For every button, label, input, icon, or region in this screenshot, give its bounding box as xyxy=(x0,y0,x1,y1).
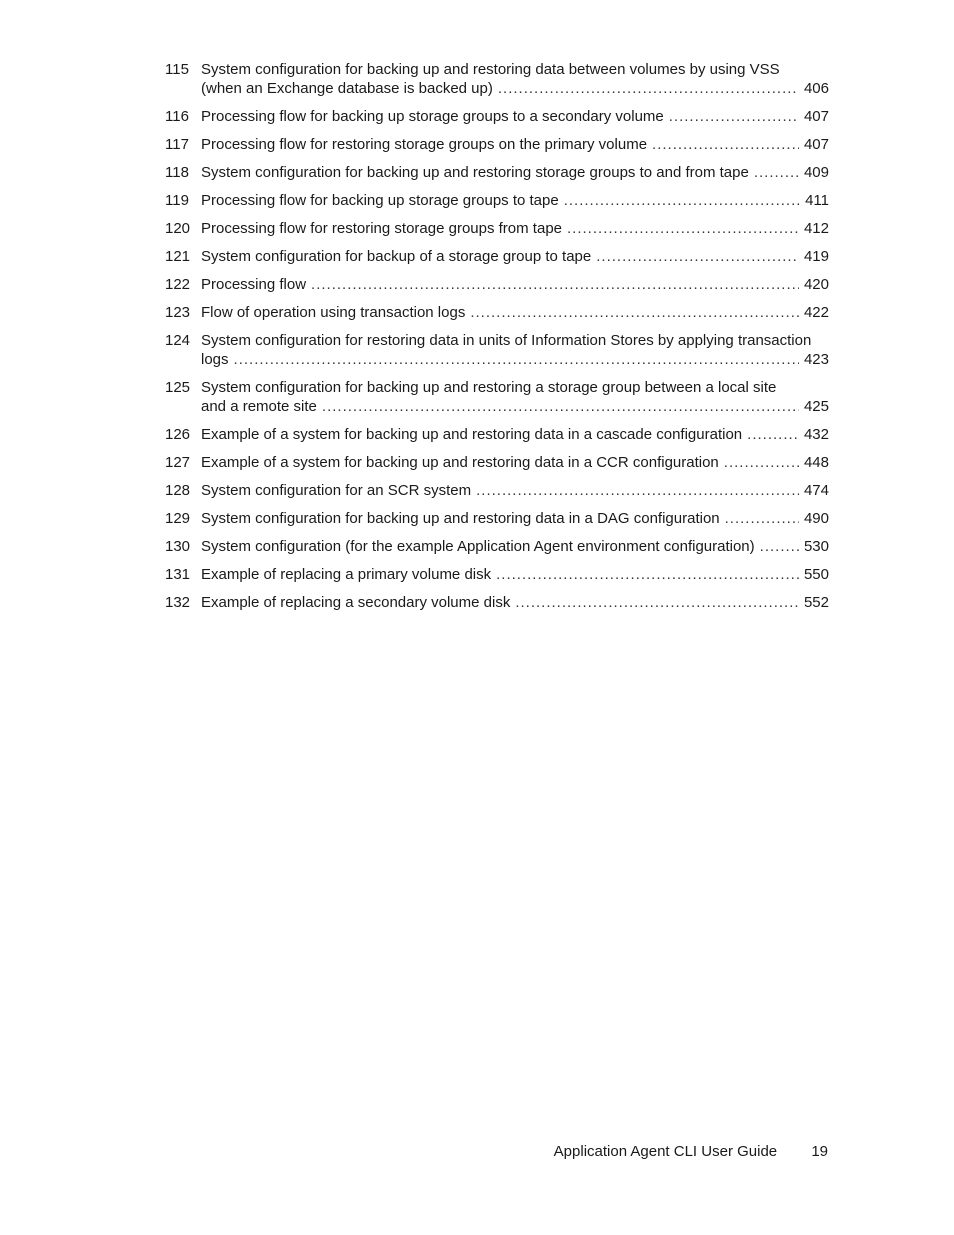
figure-page-number: 411 xyxy=(805,192,829,209)
toc-entry[interactable] xyxy=(165,303,829,322)
figure-page-number: 420 xyxy=(803,276,829,293)
dot-leader xyxy=(725,509,799,528)
dot-leader xyxy=(747,425,799,444)
figure-title: System configuration (for the example Application Agent environment configuration) xyxy=(201,538,755,555)
figure-title: Example of a system for backing up and restoring data in a cascade configuration xyxy=(201,426,743,443)
figure-page-number: 423 xyxy=(803,351,829,368)
toc-entry[interactable] xyxy=(165,107,829,126)
figure-number: 131 xyxy=(165,566,191,583)
figure-number: 115 xyxy=(165,61,189,78)
figure-number: 132 xyxy=(165,594,191,611)
figure-page-number: 552 xyxy=(803,594,829,611)
figure-title: Example of replacing a primary volume disk xyxy=(201,566,492,583)
list-of-figures xyxy=(165,60,829,621)
figure-number: 118 xyxy=(165,164,189,181)
figure-page-number: 409 xyxy=(803,164,829,181)
dot-leader xyxy=(476,481,799,500)
figure-page-number: 406 xyxy=(803,80,829,97)
dot-leader xyxy=(470,303,799,322)
figure-number: 129 xyxy=(165,510,191,527)
figure-page-number: 425 xyxy=(803,398,829,415)
toc-entry[interactable] xyxy=(165,163,829,182)
figure-page-number: 419 xyxy=(803,248,829,265)
figure-title: (when an Exchange database is backed up) xyxy=(201,80,493,97)
dot-leader xyxy=(760,537,799,556)
figure-page-number: 490 xyxy=(803,510,829,527)
figure-page-number: 448 xyxy=(803,454,829,471)
figure-title: Processing flow for backing up storage groups to tape xyxy=(201,192,559,209)
figure-title: Processing flow for backing up storage groups to a secondary volume xyxy=(201,108,664,125)
toc-entry[interactable] xyxy=(165,537,829,556)
figure-title: System configuration for backup of a storage group to tape xyxy=(201,248,592,265)
dot-leader xyxy=(652,135,799,154)
figure-title-first-line: System configuration for backing up and restoring a storage group between a local site xyxy=(201,379,777,396)
toc-entry[interactable] xyxy=(165,331,829,369)
guide-title: Application Agent CLI User Guide xyxy=(553,1143,778,1160)
figure-title: Processing flow for restoring storage groups from tape xyxy=(201,220,563,237)
figure-title: and a remote site xyxy=(201,398,317,415)
figure-page-number: 550 xyxy=(803,566,829,583)
figure-page-number: 530 xyxy=(803,538,829,555)
toc-entry[interactable] xyxy=(165,481,829,500)
figure-title: System configuration for backing up and restoring storage groups to and from tape xyxy=(201,164,749,181)
toc-entry[interactable] xyxy=(165,425,829,444)
figure-number: 127 xyxy=(165,454,191,471)
figure-page-number: 474 xyxy=(803,482,829,499)
dot-leader xyxy=(724,453,799,472)
toc-entry[interactable] xyxy=(165,247,829,266)
figure-number: 123 xyxy=(165,304,191,321)
dot-leader xyxy=(322,397,799,416)
page-number: 19 xyxy=(811,1143,828,1160)
dot-leader xyxy=(564,191,800,210)
figure-title: Processing flow for restoring storage groups on the primary volume xyxy=(201,136,648,153)
figure-number: 122 xyxy=(165,276,191,293)
figure-title-first-line: System configuration for backing up and restoring data between volumes by using VSS xyxy=(201,61,780,78)
figure-title: Processing flow xyxy=(201,276,307,293)
figure-page-number: 412 xyxy=(803,220,829,237)
toc-entry[interactable] xyxy=(165,509,829,528)
figure-number: 124 xyxy=(165,332,191,349)
dot-leader xyxy=(498,79,799,98)
toc-entry[interactable] xyxy=(165,60,829,98)
figure-title: System configuration for an SCR system xyxy=(201,482,472,499)
figure-number: 126 xyxy=(165,426,191,443)
toc-entry[interactable] xyxy=(165,191,829,210)
figure-number: 125 xyxy=(165,379,191,396)
figure-number: 120 xyxy=(165,220,191,237)
toc-entry[interactable] xyxy=(165,453,829,472)
toc-entry[interactable] xyxy=(165,378,829,416)
figure-title: logs xyxy=(201,351,229,368)
toc-entry[interactable] xyxy=(165,593,829,612)
figure-title: Flow of operation using transaction logs xyxy=(201,304,466,321)
dot-leader xyxy=(669,107,799,126)
figure-number: 119 xyxy=(165,192,189,209)
figure-title-first-line: System configuration for restoring data in units of Information Stores by applying transaction xyxy=(201,332,812,349)
dot-leader xyxy=(596,247,799,266)
dot-leader xyxy=(496,565,799,584)
figure-page-number: 407 xyxy=(803,108,829,125)
page-footer xyxy=(554,1143,828,1160)
toc-entry[interactable] xyxy=(165,565,829,584)
dot-leader xyxy=(754,163,799,182)
figure-number: 121 xyxy=(165,248,191,265)
dot-leader xyxy=(234,350,799,369)
figure-page-number: 432 xyxy=(803,426,829,443)
dot-leader xyxy=(311,275,799,294)
figure-title: Example of replacing a secondary volume disk xyxy=(201,594,511,611)
figure-number: 116 xyxy=(165,108,189,125)
dot-leader xyxy=(515,593,799,612)
toc-entry[interactable] xyxy=(165,219,829,238)
figure-page-number: 422 xyxy=(803,304,829,321)
toc-entry[interactable] xyxy=(165,275,829,294)
figure-title: System configuration for backing up and restoring data in a DAG configuration xyxy=(201,510,720,527)
toc-entry[interactable] xyxy=(165,135,829,154)
figure-title: Example of a system for backing up and restoring data in a CCR configuration xyxy=(201,454,719,471)
figure-number: 117 xyxy=(165,136,189,153)
figure-number: 128 xyxy=(165,482,191,499)
dot-leader xyxy=(567,219,799,238)
figure-page-number: 407 xyxy=(803,136,829,153)
figure-number: 130 xyxy=(165,538,191,555)
